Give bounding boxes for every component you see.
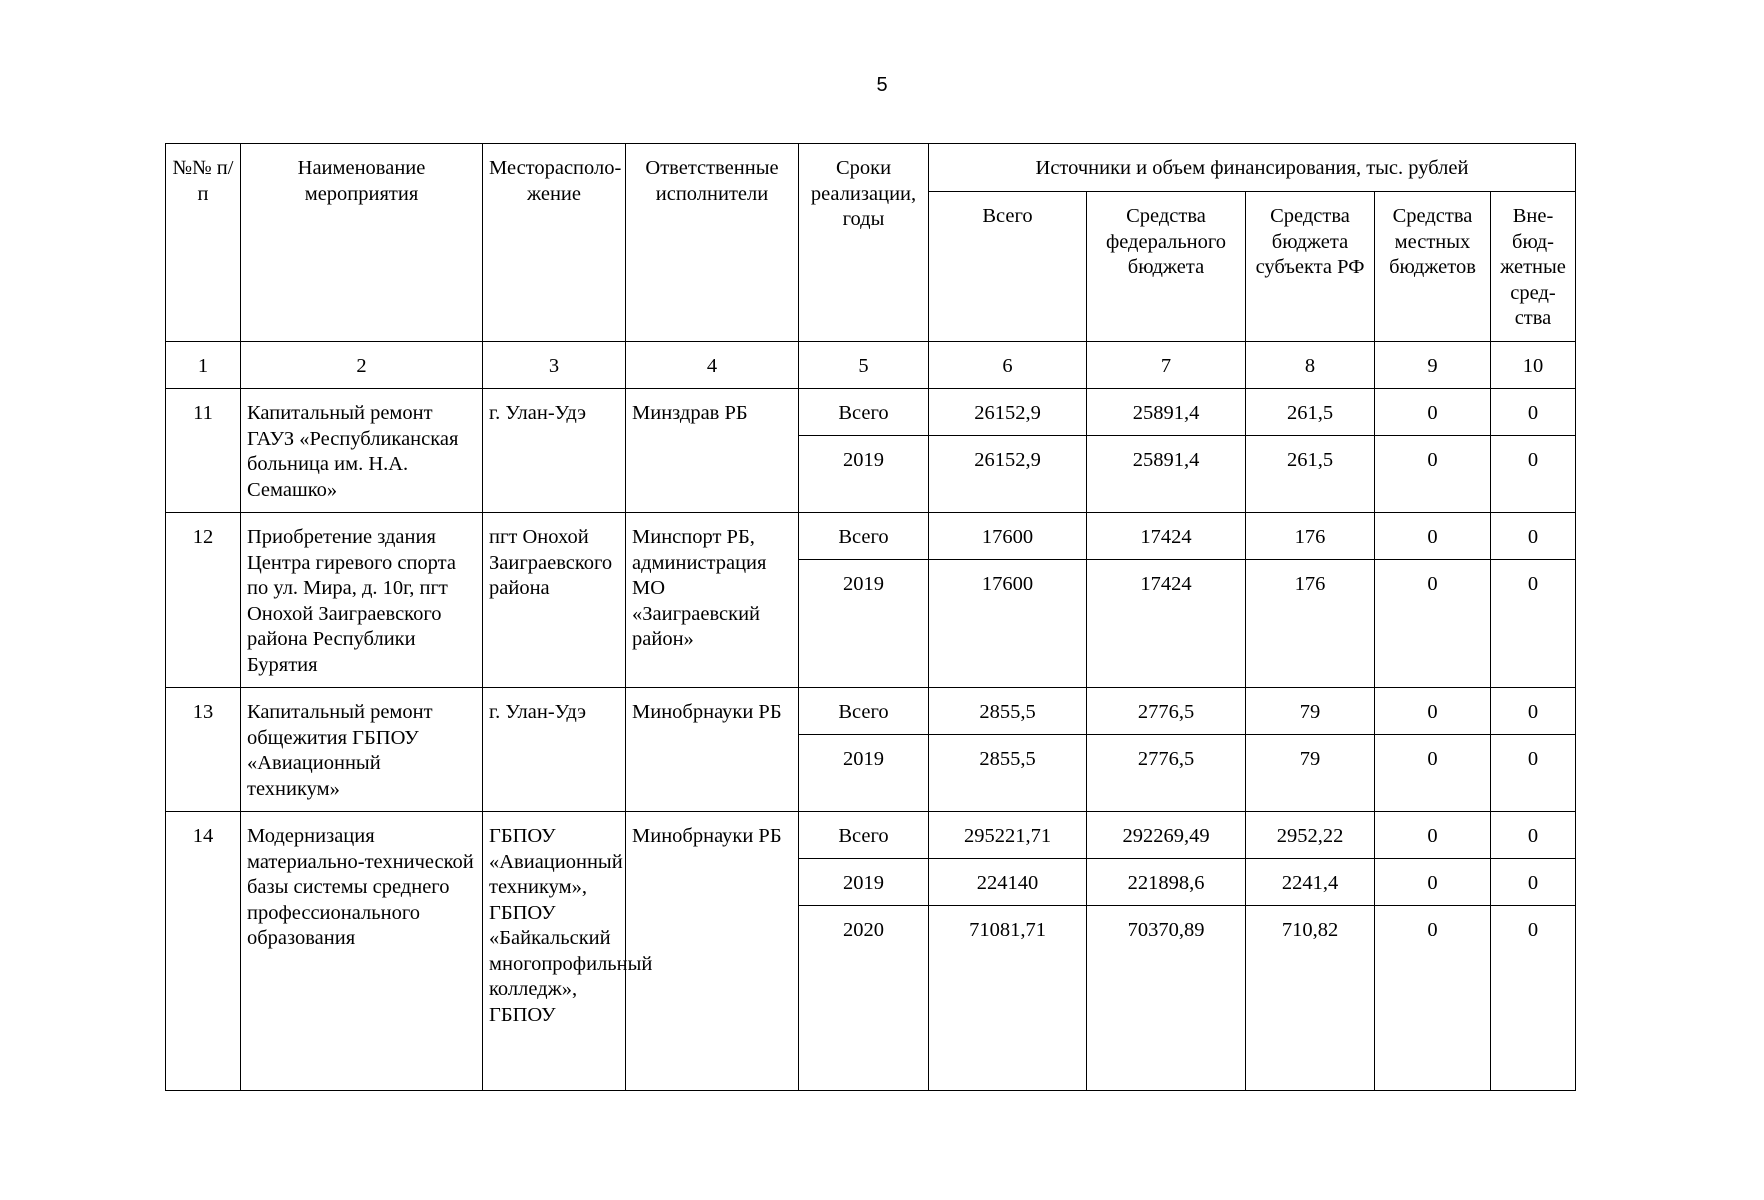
- financing-table: [165, 143, 1576, 1091]
- column-number: 2: [241, 342, 483, 389]
- column-number: 5: [799, 342, 929, 389]
- row-total: 2855,5: [929, 688, 1087, 735]
- row-num: 12: [166, 513, 241, 688]
- row-local: 0: [1375, 389, 1491, 436]
- header-name: Наименование мероприятия: [241, 144, 483, 342]
- row-total: 2855,5: [929, 735, 1087, 812]
- column-number: 9: [1375, 342, 1491, 389]
- row-extra: 0: [1491, 859, 1576, 906]
- row-subject: 2241,4: [1246, 859, 1375, 906]
- row-location: г. Улан-Удэ: [483, 389, 626, 513]
- row-total: 224140: [929, 859, 1087, 906]
- row-year: Всего: [799, 513, 929, 560]
- column-number: 1: [166, 342, 241, 389]
- row-local: 0: [1375, 859, 1491, 906]
- row-total: 71081,71: [929, 906, 1087, 1091]
- row-num: 13: [166, 688, 241, 812]
- row-extra: 0: [1491, 735, 1576, 812]
- column-number: 7: [1087, 342, 1246, 389]
- row-year: 2019: [799, 436, 929, 513]
- row-total: 26152,9: [929, 389, 1087, 436]
- row-num: 14: [166, 812, 241, 1091]
- page-number: 5: [876, 74, 888, 96]
- header-subject: Средства бюджета субъекта РФ: [1246, 192, 1375, 342]
- row-subject: 710,82: [1246, 906, 1375, 1091]
- row-name: Капитальный ремонт ГАУЗ «Республиканская больница им. Н.А. Семашко»: [241, 389, 483, 513]
- header-num: №№ п/п: [166, 144, 241, 342]
- row-federal: 25891,4: [1087, 389, 1246, 436]
- row-year: 2020: [799, 906, 929, 1091]
- row-local: 0: [1375, 560, 1491, 688]
- row-local: 0: [1375, 735, 1491, 812]
- row-location: г. Улан-Удэ: [483, 688, 626, 812]
- header-extra: Вне-бюд-жетные сред-ства: [1491, 192, 1576, 342]
- column-number-row: [166, 342, 1576, 389]
- row-subject: 79: [1246, 688, 1375, 735]
- row-name: Капитальный ремонт общежития ГБПОУ «Авиационный техникум»: [241, 688, 483, 812]
- column-number: 4: [626, 342, 799, 389]
- row-extra: 0: [1491, 688, 1576, 735]
- row-local: 0: [1375, 906, 1491, 1091]
- row-extra: 0: [1491, 513, 1576, 560]
- row-location: пгт Онохой Заиграевского района: [483, 513, 626, 688]
- row-year: 2019: [799, 859, 929, 906]
- row-federal: 292269,49: [1087, 812, 1246, 859]
- row-local: 0: [1375, 688, 1491, 735]
- row-year: 2019: [799, 735, 929, 812]
- header-responsible: Ответственные исполнители: [626, 144, 799, 342]
- row-local: 0: [1375, 436, 1491, 513]
- row-total: 17600: [929, 513, 1087, 560]
- row-extra: 0: [1491, 389, 1576, 436]
- row-extra: 0: [1491, 812, 1576, 859]
- row-subject: 176: [1246, 513, 1375, 560]
- column-number: 8: [1246, 342, 1375, 389]
- row-subject: 261,5: [1246, 389, 1375, 436]
- row-total: 26152,9: [929, 436, 1087, 513]
- row-year: 2019: [799, 560, 929, 688]
- header-period: Сроки реализации, годы: [799, 144, 929, 342]
- row-responsible: Минобрнауки РБ: [626, 812, 799, 1091]
- table-row: [166, 812, 1576, 859]
- row-local: 0: [1375, 812, 1491, 859]
- row-responsible: Минздрав РБ: [626, 389, 799, 513]
- row-name: Приобретение здания Центра гиревого спорта по ул. Мира, д. 10г, пгт Онохой Заиграевского района Республики Бурятия: [241, 513, 483, 688]
- row-federal: 221898,6: [1087, 859, 1246, 906]
- row-subject: 79: [1246, 735, 1375, 812]
- column-number: 6: [929, 342, 1087, 389]
- header-local: Средства местных бюджетов: [1375, 192, 1491, 342]
- row-name: Модернизация материально-технической базы системы среднего профессионального образования: [241, 812, 483, 1091]
- row-federal: 2776,5: [1087, 735, 1246, 812]
- row-federal: 25891,4: [1087, 436, 1246, 513]
- row-federal: 17424: [1087, 513, 1246, 560]
- header-federal: Средства федерального бюджета: [1087, 192, 1246, 342]
- header-financing: Источники и объем финансирования, тыс. рублей: [929, 144, 1576, 192]
- table-row: [166, 513, 1576, 560]
- row-subject: 261,5: [1246, 436, 1375, 513]
- table-row: [166, 688, 1576, 735]
- row-year: Всего: [799, 688, 929, 735]
- row-extra: 0: [1491, 436, 1576, 513]
- column-number: 10: [1491, 342, 1576, 389]
- row-responsible: Минобрнауки РБ: [626, 688, 799, 812]
- row-location: ГБПОУ «Авиационный техникум», ГБПОУ «Байкальский многопрофильный колледж», ГБПОУ: [483, 812, 626, 1091]
- row-num: 11: [166, 389, 241, 513]
- row-year: Всего: [799, 389, 929, 436]
- row-total: 295221,71: [929, 812, 1087, 859]
- header-row: [166, 144, 1576, 192]
- row-federal: 2776,5: [1087, 688, 1246, 735]
- column-number: 3: [483, 342, 626, 389]
- header-location: Месторасполо-жение: [483, 144, 626, 342]
- row-federal: 70370,89: [1087, 906, 1246, 1091]
- row-subject: 2952,22: [1246, 812, 1375, 859]
- header-total: Всего: [929, 192, 1087, 342]
- row-subject: 176: [1246, 560, 1375, 688]
- row-responsible: Минспорт РБ, администрация МО «Заиграевский район»: [626, 513, 799, 688]
- row-extra: 0: [1491, 560, 1576, 688]
- table-row: [166, 389, 1576, 436]
- row-year: Всего: [799, 812, 929, 859]
- row-federal: 17424: [1087, 560, 1246, 688]
- row-extra: 0: [1491, 906, 1576, 1091]
- row-local: 0: [1375, 513, 1491, 560]
- row-total: 17600: [929, 560, 1087, 688]
